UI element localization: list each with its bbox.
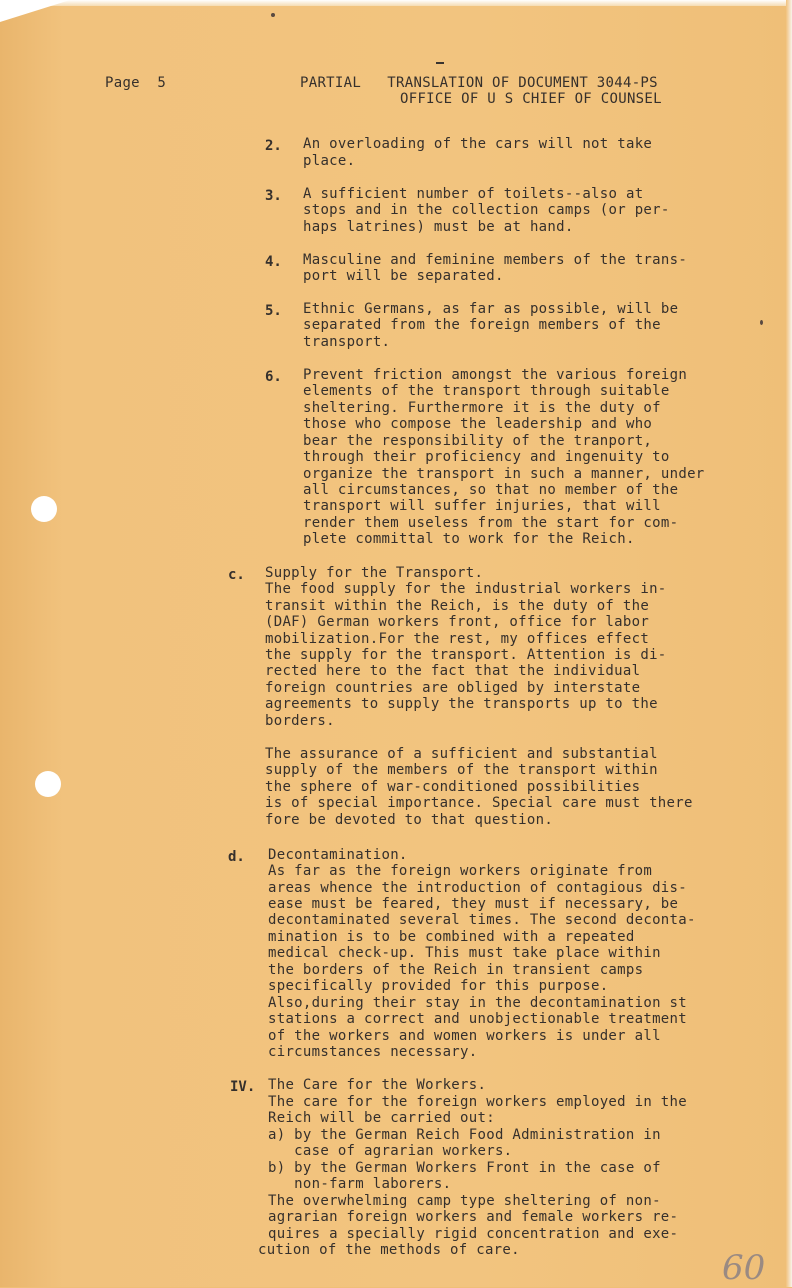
section-line: mobilization.For the rest, my offices effect bbox=[265, 631, 650, 647]
item-line: place. bbox=[303, 153, 356, 169]
item-line: Prevent friction amongst the various foreign bbox=[303, 367, 688, 383]
ink-speck bbox=[271, 13, 275, 17]
handwritten-page-number: 60 bbox=[722, 1248, 766, 1288]
section-line: fore be devoted to that question. bbox=[265, 812, 554, 828]
paper-right-edge bbox=[786, 0, 792, 1287]
item-number: 4. bbox=[265, 254, 282, 270]
section-marker: c. bbox=[228, 567, 245, 583]
section-line: The food supply for the industrial workers in- bbox=[265, 581, 667, 597]
section-line: The assurance of a sufficient and substantial bbox=[265, 746, 658, 762]
section-line: mination is to be combined with a repeated bbox=[268, 929, 635, 945]
item-line: An overloading of the cars will not take bbox=[303, 136, 653, 152]
section-line: the supply for the transport. Attention is di- bbox=[265, 647, 667, 663]
item-number: 5. bbox=[265, 303, 282, 319]
ink-mark bbox=[436, 62, 444, 64]
item-line: separated from the foreign members of the bbox=[303, 317, 661, 333]
item-line: stops and in the collection camps (or per- bbox=[303, 202, 670, 218]
item-line: organize the transport in such a manner, under bbox=[303, 466, 705, 482]
section-line: (DAF) German workers front, office for labor bbox=[265, 614, 650, 630]
section-marker: d. bbox=[228, 849, 245, 865]
section-line: As far as the foreign workers originate from bbox=[268, 863, 653, 879]
item-line: Masculine and feminine members of the trans- bbox=[303, 252, 688, 268]
section-line: is of special importance. Special care must there bbox=[265, 795, 693, 811]
item-line: all circumstances, so that no member of the bbox=[303, 482, 679, 498]
section-line: of the workers and women workers is under all bbox=[268, 1028, 661, 1044]
section-line: agreements to supply the transports up to the bbox=[265, 696, 658, 712]
section-line: case of agrarian workers. bbox=[268, 1143, 513, 1159]
item-line: transport. bbox=[303, 334, 391, 350]
item-line: plete committal to work for the Reich. bbox=[303, 531, 635, 547]
item-line: A sufficient number of toilets--also at bbox=[303, 186, 644, 202]
section-line: medical check-up. This must take place within bbox=[268, 945, 661, 961]
section-line: non-farm laborers. bbox=[268, 1176, 452, 1192]
item-line: those who compose the leadership and who bbox=[303, 416, 653, 432]
section-line: areas whence the introduction of contagious dis- bbox=[268, 880, 687, 896]
document-title: PARTIAL TRANSLATION OF DOCUMENT 3044-PS bbox=[300, 75, 658, 91]
item-line: bear the responsibility of the tranport, bbox=[303, 433, 653, 449]
section-line: ease must be feared, they must if necessary, be bbox=[268, 896, 679, 912]
ink-speck bbox=[760, 320, 763, 325]
item-line: sheltering. Furthermore it is the duty of bbox=[303, 400, 661, 416]
item-line: transport will suffer injuries, that will bbox=[303, 498, 661, 514]
section-line: circumstances necessary. bbox=[268, 1044, 478, 1060]
item-number: 6. bbox=[265, 369, 282, 385]
item-line: through their proficiency and ingenuity to bbox=[303, 449, 670, 465]
torn-corner bbox=[0, 0, 70, 22]
punch-hole-top bbox=[31, 496, 57, 522]
item-number: 2. bbox=[265, 138, 282, 154]
section-line: cution of the methods of care. bbox=[258, 1242, 520, 1258]
section-line: supply of the members of the transport within bbox=[265, 762, 658, 778]
item-number: 3. bbox=[265, 188, 282, 204]
section-line: rected here to the fact that the individual bbox=[265, 663, 641, 679]
item-line: elements of the transport through suitable bbox=[303, 383, 670, 399]
section-line: Reich will be carried out: bbox=[268, 1110, 495, 1126]
item-line: Ethnic Germans, as far as possible, will be bbox=[303, 301, 679, 317]
section-line: stations a correct and unobjectionable treatment bbox=[268, 1011, 687, 1027]
section-line: quires a specially rigid concentration and exe- bbox=[268, 1226, 679, 1242]
section-line: agrarian foreign workers and female workers re- bbox=[268, 1209, 679, 1225]
section-line: transit within the Reich, is the duty of the bbox=[265, 598, 650, 614]
section-line: specifically provided for this purpose. bbox=[268, 978, 609, 994]
section-line: decontaminated several times. The second deconta- bbox=[268, 912, 696, 928]
section-line: the borders of the Reich in transient camps bbox=[268, 962, 644, 978]
item-line: render them useless from the start for com- bbox=[303, 515, 679, 531]
section-line: borders. bbox=[265, 713, 335, 729]
section-heading: Decontamination. bbox=[268, 847, 408, 863]
section-line: foreign countries are obliged by interstate bbox=[265, 680, 641, 696]
section-marker: IV. bbox=[230, 1079, 256, 1095]
section-line: Also,during their stay in the decontamination st bbox=[268, 995, 687, 1011]
item-line: port will be separated. bbox=[303, 268, 504, 284]
item-line: haps latrines) must be at hand. bbox=[303, 219, 574, 235]
page-label: Page 5 bbox=[105, 75, 167, 91]
document-office: OFFICE OF U S CHIEF OF COUNSEL bbox=[400, 91, 662, 107]
section-heading: The Care for the Workers. bbox=[268, 1077, 487, 1093]
section-line: b) by the German Workers Front in the case of bbox=[268, 1160, 661, 1176]
section-line: The care for the foreign workers employed in the bbox=[268, 1094, 687, 1110]
punch-hole-bottom bbox=[35, 771, 61, 797]
section-line: a) by the German Reich Food Administration in bbox=[268, 1127, 661, 1143]
paper-top-edge bbox=[0, 0, 792, 6]
section-line: The overwhelming camp type sheltering of non- bbox=[268, 1193, 661, 1209]
section-heading: Supply for the Transport. bbox=[265, 565, 484, 581]
section-line: the sphere of war-conditioned possibilities bbox=[265, 779, 641, 795]
